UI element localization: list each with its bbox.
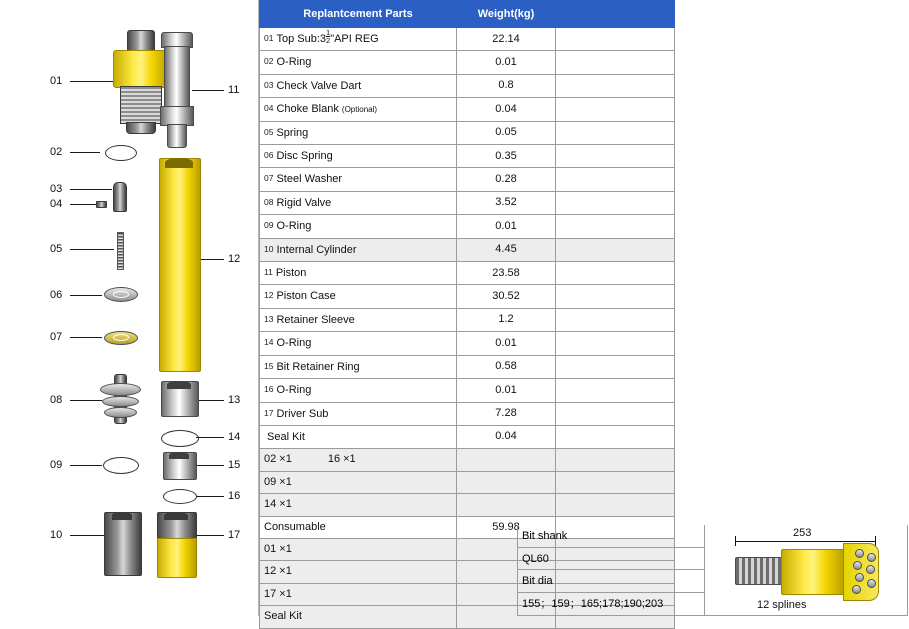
dimension-tick-left	[735, 536, 736, 546]
cell-weight: 1.2	[457, 308, 556, 331]
part-name-text: Driver Sub	[276, 407, 329, 420]
fraction-half: $\frac{1}{2}$	[326, 27, 331, 45]
cell-part-name	[260, 191, 457, 214]
cell-part-name	[260, 583, 457, 605]
cell-weight: 0.05	[457, 121, 556, 144]
callout-leader-16	[196, 496, 224, 497]
callout-label-05: 05	[50, 243, 63, 255]
cell-part-name	[260, 471, 457, 493]
part-piston-flange	[160, 106, 194, 126]
cell-weight: 22.14	[457, 28, 556, 51]
cell-blank	[556, 425, 675, 448]
cell-part-name	[260, 285, 457, 308]
callout-label-02: 02	[50, 146, 63, 158]
callout-label-09: 09	[50, 459, 63, 471]
cell-part-name	[260, 28, 457, 51]
part-name-note: (Optional)	[341, 105, 378, 115]
cell-blank	[556, 449, 675, 471]
part-top-sub-thread	[120, 86, 162, 124]
part-name-text: Check Valve Dart	[276, 79, 362, 92]
callout-leader-12	[198, 259, 224, 260]
cell-part-name	[260, 145, 457, 168]
cell-blank	[556, 168, 675, 191]
part-lower-sub-bore	[112, 512, 132, 520]
cell-blank	[556, 494, 675, 516]
bit-shank-value: QL60	[518, 548, 704, 571]
bit-shank-label: Bit shank	[518, 525, 704, 548]
callout-label-17: 17	[228, 529, 241, 541]
cell-weight: 0.04	[457, 98, 556, 121]
callout-leader-05	[70, 249, 114, 250]
cell-weight: 59.98	[457, 516, 556, 538]
row-number: 05	[264, 126, 274, 137]
cell-weight: 0.01	[457, 379, 556, 402]
part-top-sub-body	[113, 50, 169, 88]
replacement-parts-panel	[258, 0, 812, 623]
bit-dia-label: Bit dia	[518, 570, 704, 593]
cell-part-name	[260, 379, 457, 402]
part-rigid-valve-disc-mid	[102, 396, 139, 407]
cell-blank	[556, 379, 675, 402]
cell-weight: 3.52	[457, 191, 556, 214]
cell-weight: 0.01	[457, 332, 556, 355]
bit-button-insert	[855, 549, 864, 558]
callout-leader-11	[192, 90, 224, 91]
callout-leader-03	[70, 189, 112, 190]
cell-part-name	[260, 332, 457, 355]
cell-blank	[556, 471, 675, 493]
part-name-text: 12 ×1	[264, 565, 292, 578]
cell-weight: 0.01	[457, 51, 556, 74]
part-lower-sub	[104, 512, 142, 576]
table-row	[260, 74, 675, 97]
cell-part-name	[260, 538, 457, 560]
bit-dia-value: 155；159；165;178;190;203	[522, 597, 664, 610]
callout-label-11: 11	[228, 84, 240, 96]
callout-label-10: 10	[50, 529, 63, 541]
part-disc-spring-inner	[113, 291, 129, 298]
part-name-text: Seal Kit	[264, 610, 302, 623]
cell-part-name	[260, 168, 457, 191]
part-name-text: Steel Washer	[276, 173, 343, 186]
dimension-line	[735, 541, 875, 542]
part-name-text: Retainer Sleeve	[276, 313, 355, 326]
cell-weight	[457, 449, 556, 471]
row-number: 07	[264, 173, 274, 184]
cell-part-name	[260, 494, 457, 516]
part-name-text: 09 ×1	[264, 475, 292, 488]
part-name-text: Piston	[275, 267, 307, 280]
cell-weight	[457, 471, 556, 493]
callout-label-04: 04	[50, 198, 63, 210]
part-name-text: 02 ×1	[264, 453, 292, 466]
table-row	[260, 168, 675, 191]
callout-leader-15	[196, 465, 224, 466]
callout-label-14: 14	[228, 431, 241, 443]
row-number: 10	[264, 243, 274, 254]
cell-weight: 7.28	[457, 402, 556, 425]
part-bit-retainer-ring-bore	[169, 452, 189, 459]
cell-part-name	[260, 51, 457, 74]
cell-blank	[556, 51, 675, 74]
table-row	[260, 98, 675, 121]
part-name-text: Internal Cylinder	[276, 243, 357, 256]
row-number: 13	[264, 313, 274, 324]
cell-blank	[556, 74, 675, 97]
splines-label: 12 splines	[757, 599, 807, 611]
cell-part-name	[260, 262, 457, 285]
callout-label-07: 07	[50, 331, 63, 343]
header-blank	[556, 1, 675, 28]
part-piston-case	[159, 158, 201, 372]
table-row	[260, 471, 675, 493]
table-row	[260, 494, 675, 516]
row-number: 09	[264, 220, 274, 231]
part-name-text: 17 ×1	[264, 587, 292, 600]
row-number: 02	[264, 56, 274, 67]
part-name-text: Choke Blank	[276, 103, 339, 116]
cell-part-name	[260, 308, 457, 331]
bit-button-insert	[852, 585, 861, 594]
table-header-row	[260, 1, 675, 28]
row-number: 14	[264, 337, 274, 348]
cell-part-name	[260, 238, 457, 261]
cell-blank	[556, 121, 675, 144]
cell-blank	[556, 28, 675, 51]
cell-blank	[556, 285, 675, 308]
part-piston-shaft	[164, 46, 190, 108]
row-number: 06	[264, 150, 274, 161]
cell-blank	[556, 402, 675, 425]
cell-part-name	[260, 215, 457, 238]
part-steel-washer-inner	[113, 334, 129, 341]
table-row	[260, 121, 675, 144]
drill-bit-illustration	[705, 525, 908, 616]
callout-leader-08	[70, 400, 102, 401]
part-name-text: Seal Kit	[267, 430, 305, 443]
table-row	[260, 332, 675, 355]
exploded-parts-diagram	[0, 0, 258, 616]
row-number: 17	[264, 407, 274, 418]
bit-shank-splines	[735, 557, 783, 585]
table-row	[260, 449, 675, 471]
part-name-text: O-Ring	[276, 384, 312, 397]
callout-leader-07	[70, 337, 102, 338]
cell-weight	[457, 494, 556, 516]
table-row	[260, 145, 675, 168]
callout-leader-10	[70, 535, 104, 536]
cell-blank	[556, 332, 675, 355]
part-spring	[117, 232, 124, 270]
callout-leader-13	[196, 400, 224, 401]
part-name-text: Consumable	[264, 520, 326, 533]
bottom-spec-section	[517, 525, 909, 616]
cell-weight: 4.45	[457, 238, 556, 261]
cell-part-name	[260, 449, 457, 471]
table-row	[260, 285, 675, 308]
callout-label-13: 13	[228, 394, 241, 406]
callout-label-03: 03	[50, 183, 63, 195]
callout-label-16: 16	[228, 490, 241, 502]
callout-leader-17	[196, 535, 224, 536]
cell-weight: 0.58	[457, 355, 556, 378]
row-number: 15	[264, 360, 274, 371]
part-top-sub-nose	[126, 122, 156, 134]
cell-blank	[556, 238, 675, 261]
cell-part-name	[260, 402, 457, 425]
part-name-text: O-Ring	[276, 56, 312, 69]
callout-leader-01	[70, 81, 114, 82]
part-o-ring-16	[163, 489, 197, 504]
callout-label-08: 08	[50, 394, 63, 406]
row-number: 03	[264, 79, 274, 90]
cell-part-name	[260, 561, 457, 583]
cell-part-name	[260, 355, 457, 378]
part-name-text: Disc Spring	[276, 150, 333, 163]
table-row	[260, 215, 675, 238]
header-weight: Weight(kg)	[457, 1, 556, 28]
row-number: 08	[264, 196, 274, 207]
table-row	[260, 191, 675, 214]
table-row	[260, 379, 675, 402]
part-o-ring-02	[105, 145, 137, 161]
callout-label-01: 01	[50, 75, 63, 87]
table-row	[260, 402, 675, 425]
part-name-text: O-Ring	[276, 337, 312, 350]
part-o-ring-14	[161, 430, 199, 447]
table-row	[260, 51, 675, 74]
table-row	[260, 355, 675, 378]
part-name-text: Rigid Valve	[276, 196, 332, 209]
cell-weight: 0.01	[457, 215, 556, 238]
part-name-text: Top Sub:3 $\frac{1}{2}$ "API REG	[276, 27, 379, 45]
part-name-text: Bit Retainer Ring	[276, 360, 360, 373]
cell-blank	[556, 98, 675, 121]
cell-blank	[556, 355, 675, 378]
cell-part-name	[260, 425, 457, 448]
table-row	[260, 425, 675, 448]
cell-part-name	[260, 74, 457, 97]
callout-label-06: 06	[50, 289, 63, 301]
part-driver-sub-body	[157, 538, 197, 578]
callout-leader-09	[70, 465, 102, 466]
cell-blank	[556, 191, 675, 214]
part-name-text: O-Ring	[276, 220, 312, 233]
cell-weight: 23.58	[457, 262, 556, 285]
part-driver-sub-bore	[164, 512, 188, 520]
callout-label-15: 15	[228, 459, 241, 471]
cell-part-name	[260, 98, 457, 121]
table-row	[260, 262, 675, 285]
part-rigid-valve-disc-bot	[104, 407, 137, 418]
bit-button-insert	[855, 573, 864, 582]
table-row	[260, 238, 675, 261]
cell-part-name	[260, 121, 457, 144]
callout-leader-06	[70, 295, 102, 296]
cell-weight: 0.04	[457, 425, 556, 448]
part-o-ring-09	[103, 457, 139, 474]
cell-part-name	[260, 606, 457, 628]
table-row	[260, 308, 675, 331]
row-number: 01	[264, 33, 274, 43]
callout-leader-02	[70, 152, 100, 153]
cell-blank	[556, 145, 675, 168]
bit-button-insert	[867, 579, 876, 588]
bit-button-insert	[867, 553, 876, 562]
bit-body	[781, 549, 845, 595]
part-name-text-2: 16 ×1	[327, 453, 356, 466]
row-number: 04	[264, 103, 274, 114]
row-number: 12	[264, 290, 274, 301]
cell-weight: 0.35	[457, 145, 556, 168]
part-name-text: Piston Case	[276, 290, 336, 303]
bit-button-insert	[853, 561, 862, 570]
part-choke-blank	[96, 201, 107, 208]
table-row	[260, 28, 675, 51]
cell-weight: 0.8	[457, 74, 556, 97]
part-rigid-valve-disc-top	[100, 383, 141, 396]
part-name-text: 14 ×1	[264, 498, 292, 511]
cell-blank	[556, 308, 675, 331]
cell-blank	[556, 215, 675, 238]
cell-weight: 30.52	[457, 285, 556, 308]
row-number: 16	[264, 384, 274, 395]
row-number: 11	[264, 267, 273, 278]
part-piston-case-bore	[165, 158, 193, 168]
part-top-sub-steel-tip	[127, 30, 155, 52]
cell-part-name	[260, 516, 457, 538]
cell-blank	[556, 262, 675, 285]
part-name-text: 01 ×1	[264, 542, 292, 555]
bit-button-insert	[866, 565, 875, 574]
callout-leader-14	[196, 437, 224, 438]
callout-leader-04	[70, 204, 98, 205]
part-piston-tail	[167, 124, 187, 148]
bit-shank-spec-block	[517, 525, 705, 616]
header-parts: Replantcement Parts	[260, 1, 457, 28]
cell-weight: 0.28	[457, 168, 556, 191]
part-check-valve-dart	[113, 182, 127, 212]
part-retainer-sleeve-bore	[167, 381, 191, 389]
dimension-label: 253	[793, 527, 812, 539]
callout-label-12: 12	[228, 253, 241, 265]
part-name-text: Spring	[276, 126, 309, 139]
